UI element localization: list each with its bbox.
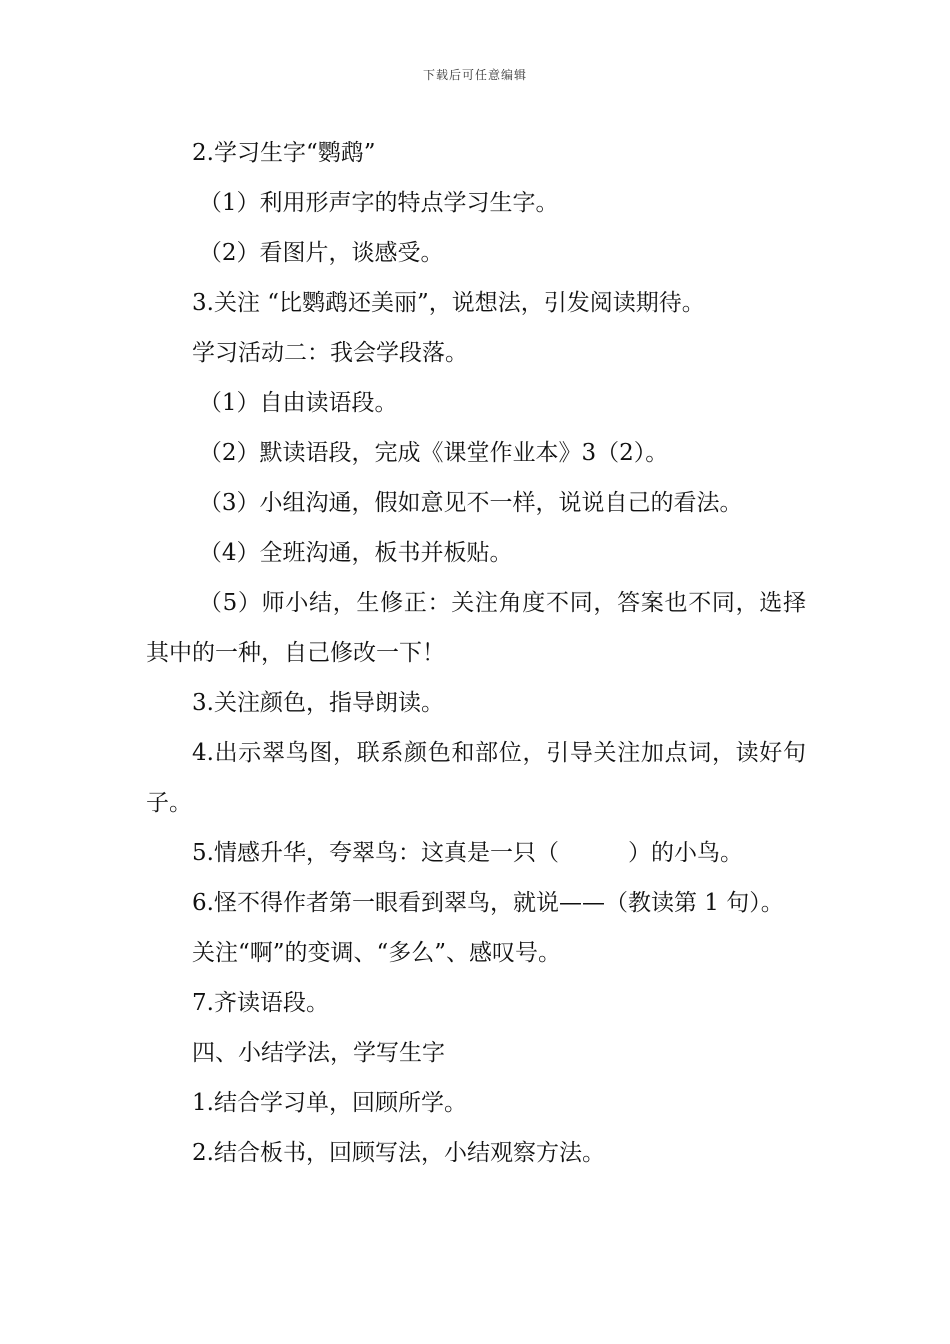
document-body xyxy=(146,128,806,1178)
paragraph-3: （2）看图片，谈感受。 xyxy=(198,240,444,266)
paragraph-14: 6.怪不得作者第一眼看到翠鸟，就说——（教读第 1 句）。 xyxy=(192,890,784,916)
paragraph-10: （5）师小结，生修正：关注角度不同，答案也不同，选择其中的一种，自己修改一下！ xyxy=(146,590,806,666)
paragraph-12: 4.出示翠鸟图，联系颜色和部位，引导关注加点词，读好句子。 xyxy=(146,740,806,816)
paragraph-13: 5.情感升华，夸翠鸟：这真是一只（ ）的小鸟。 xyxy=(192,840,743,866)
paragraph-5: 学习活动二：我会学段落。 xyxy=(192,340,468,366)
paragraph-4: 3.关注 “比鹦鹉还美丽”，说想法，引发阅读期待。 xyxy=(192,290,705,316)
paragraph-15: 关注“啊”的变调、“多么”、感叹号。 xyxy=(192,940,562,966)
paragraph-18: 1.结合学习单，回顾所学。 xyxy=(192,1090,467,1116)
paragraph-11: 3.关注颜色，指导朗读。 xyxy=(192,690,444,716)
paragraph-9: （4）全班沟通，板书并板贴。 xyxy=(198,540,513,566)
paragraph-19: 2.结合板书，回顾写法，小结观察方法。 xyxy=(192,1140,605,1166)
paragraph-8: （3）小组沟通，假如意见不一样，说说自己的看法。 xyxy=(198,490,743,516)
paragraph-7: （2）默读语段，完成《课堂作业本》3（2）。 xyxy=(198,440,669,466)
page-header: 下载后可任意编辑 xyxy=(422,68,527,82)
paragraph-17: 四、小结学法，学写生字 xyxy=(192,1040,445,1066)
paragraph-16: 7.齐读语段。 xyxy=(192,990,329,1016)
paragraph-6: （1）自由读语段。 xyxy=(198,390,398,416)
paragraph-2: （1）利用形声字的特点学习生字。 xyxy=(198,190,559,216)
paragraph-1: 2.学习生字“鹦鹉” xyxy=(192,140,376,166)
